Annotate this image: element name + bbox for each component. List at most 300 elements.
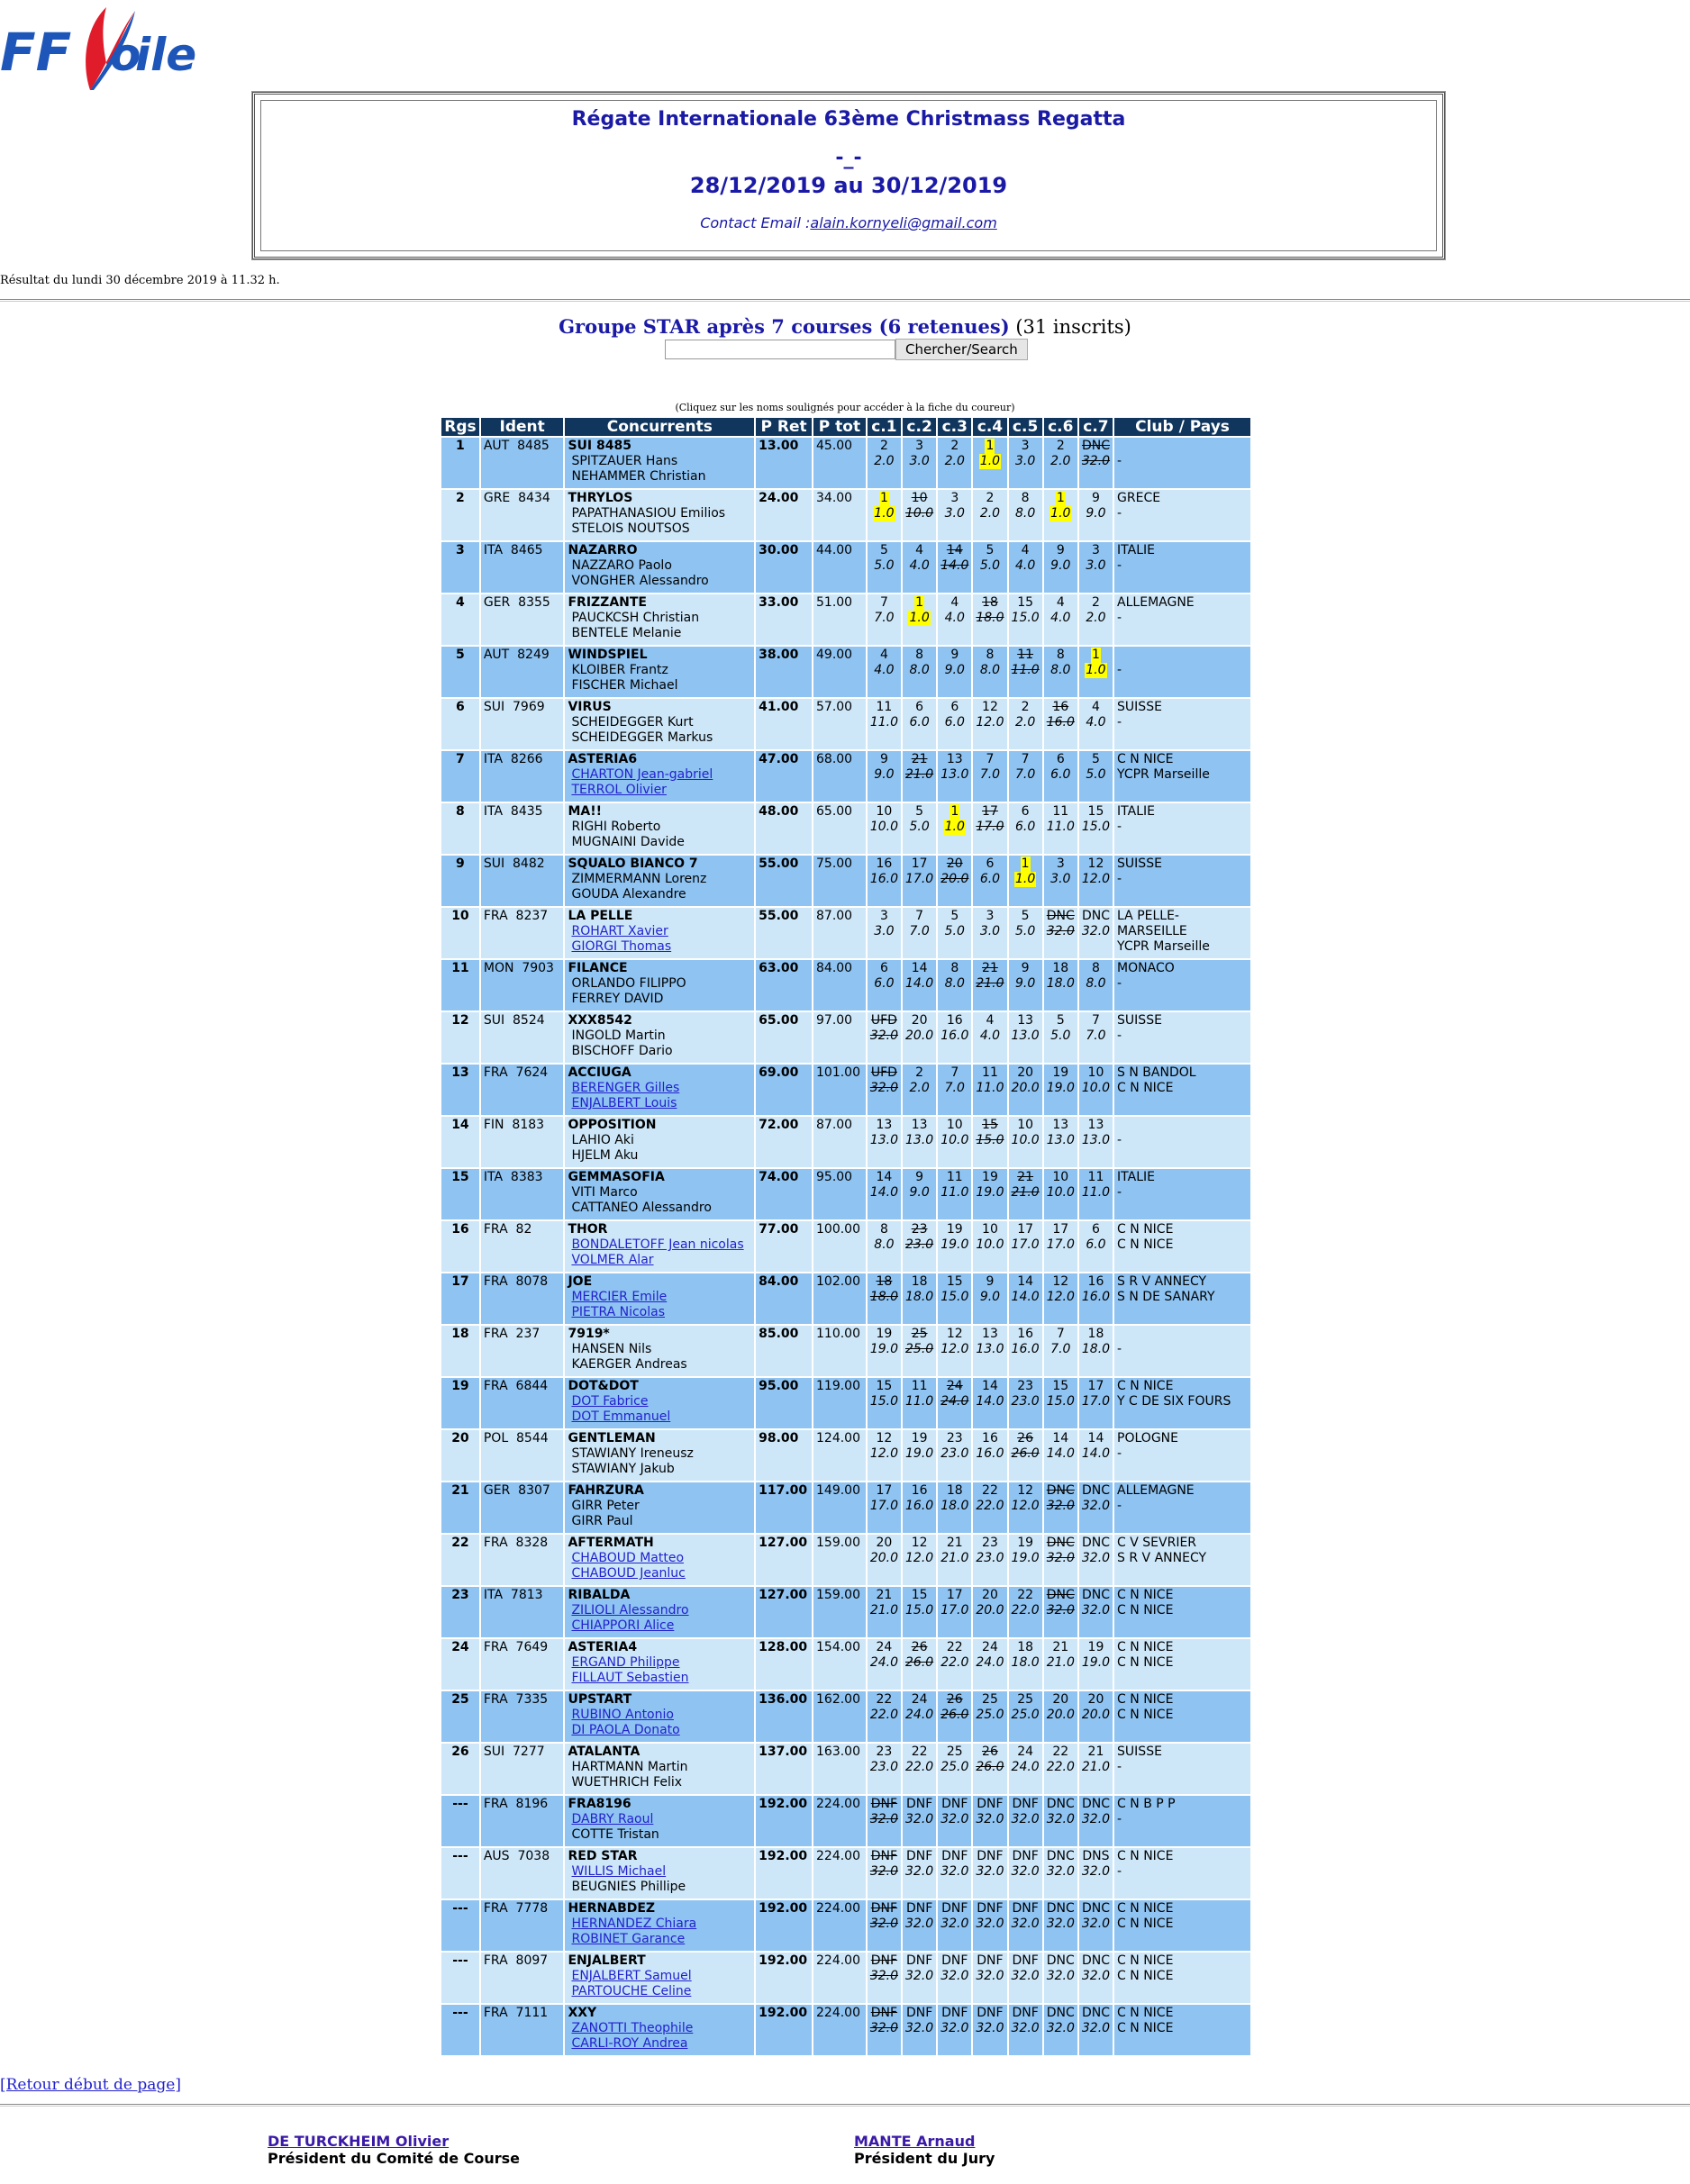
race-points: 32.0 (905, 2021, 934, 2035)
race-points: 32.0 (976, 1917, 1004, 1931)
crew-member-link[interactable]: TERROL Olivier (571, 783, 667, 797)
race-result-cell (1079, 490, 1113, 540)
competitor-cell (565, 1065, 754, 1115)
race-points: 17.0 (905, 872, 934, 886)
race-place: 10 (911, 491, 928, 505)
race-place: 20 (1087, 1692, 1104, 1707)
race-points: 25.0 (905, 1342, 934, 1356)
race-place: 23 (876, 1744, 893, 1759)
race-result-cell (903, 803, 936, 854)
race-result-cell (1044, 1953, 1077, 2003)
race-points: 24.0 (976, 1655, 1004, 1670)
crew-member: VONGHER Alessandro (571, 574, 709, 588)
race-result-cell (973, 1378, 1006, 1428)
crew-member: HARTMANN Martin (571, 1760, 688, 1774)
race-result-cell (1009, 1639, 1042, 1690)
race-result-cell (1009, 438, 1042, 488)
contact-email-link[interactable]: alain.kornyeli@gmail.com (810, 214, 997, 231)
table-row (441, 1744, 1250, 1794)
points-total-cell: 95.00 (813, 1169, 866, 1219)
race-result-cell (1044, 1639, 1077, 1690)
crew-member-link[interactable]: ERGAND Philippe (571, 1655, 680, 1670)
divider-bottom (0, 2104, 1690, 2107)
race-result-cell (938, 1169, 971, 1219)
crew-member-link[interactable]: DABRY Raoul (571, 1812, 654, 1826)
race-points: 13.0 (1081, 1133, 1111, 1147)
column-header-12: Club / Pays (1114, 418, 1250, 436)
race-result-cell (1044, 1691, 1077, 1742)
search-button[interactable]: Chercher/Search (895, 339, 1028, 360)
event-dates: 28/12/2019 au 30/12/2019 (689, 173, 1008, 198)
race-result-cell (1079, 1065, 1113, 1115)
race-place: 20 (911, 1013, 928, 1028)
crew-member (568, 1932, 751, 1947)
club-line: - (1117, 454, 1122, 468)
club-line: C N NICE (1117, 1917, 1174, 1931)
club-line: C N NICE (1117, 1901, 1174, 1916)
crew-member (568, 1969, 751, 1984)
crew-member-link[interactable]: CHIAPPORI Alice (571, 1618, 675, 1633)
race-place: 13 (911, 1118, 928, 1132)
race-result-cell (1044, 856, 1077, 906)
points-retained-cell: 69.00 (756, 1065, 812, 1115)
ident-cell: FRA 7111 (481, 2005, 564, 2055)
crew-member-link[interactable]: ENJALBERT Louis (571, 1096, 677, 1110)
points-total-cell: 101.00 (813, 1065, 866, 1115)
competitor-cell (565, 960, 754, 1010)
club-cell (1114, 1848, 1250, 1899)
club-line: S N BANDOL (1117, 1065, 1196, 1080)
race-points: 4.0 (1086, 715, 1106, 730)
points-total-cell: 224.00 (813, 1953, 866, 2003)
race-result-cell (1009, 699, 1042, 749)
race-points-value: 1.0 (1014, 872, 1036, 886)
race-points: 18.0 (940, 1499, 969, 1513)
club-line: ALLEMAGNE (1117, 595, 1195, 610)
race-result-cell (903, 1482, 936, 1533)
race-place: 1 (986, 439, 995, 453)
boat-name: ACCIUGA (568, 1065, 631, 1080)
crew-member: STAWIANY Jakub (571, 1462, 675, 1476)
race-result-cell (868, 1065, 901, 1115)
crew-member-link[interactable]: MERCIER Emile (571, 1290, 668, 1304)
table-row (441, 1482, 1250, 1533)
points-retained-cell: 65.00 (756, 1012, 812, 1063)
race-place: 17 (1087, 1379, 1104, 1393)
race-place: 24 (1017, 1744, 1034, 1759)
race-place: 8 (950, 961, 959, 975)
race-result-cell (868, 751, 901, 802)
race-points: 32.0 (869, 1812, 899, 1826)
crew-member-link[interactable]: VOLMER Alar (571, 1253, 654, 1267)
ident-cell: AUT 8485 (481, 438, 564, 488)
race-result-cell (1009, 1796, 1042, 1846)
crew-member-link[interactable]: BONDALETOFF Jean nicolas (571, 1237, 744, 1252)
race-points: 11.0 (940, 1185, 969, 1200)
crew-member (568, 1290, 751, 1305)
rank-cell: --- (441, 1796, 479, 1846)
crew-member-link[interactable]: HERNANDEZ Chiara (571, 1917, 697, 1931)
race-points: 20.0 (1081, 1708, 1111, 1722)
race-place: 12 (1087, 856, 1104, 871)
race-place: 14 (911, 961, 928, 975)
race-place: 9 (950, 648, 959, 662)
race-result-cell (903, 699, 936, 749)
ident-cell: FRA 7335 (481, 1691, 564, 1742)
race-result-cell (903, 2005, 936, 2055)
race-result-cell (1009, 490, 1042, 540)
club-cell (1114, 908, 1250, 958)
club-cell (1114, 960, 1250, 1010)
race-place: DNC (1081, 1797, 1110, 1811)
crew-member-link[interactable]: CHARTON Jean-gabriel (571, 767, 713, 782)
race-points: 14.0 (905, 976, 934, 991)
race-points: 21.0 (869, 1603, 899, 1618)
rank-cell: 8 (441, 803, 479, 854)
points-retained-cell: 30.00 (756, 542, 812, 593)
column-header-10: c.6 (1044, 418, 1077, 436)
competitor-cell (565, 803, 754, 854)
race-points: 2.0 (1014, 715, 1036, 730)
race-place: 4 (915, 543, 924, 557)
race-place: 10 (946, 1118, 963, 1132)
ident-cell: GER 8355 (481, 594, 564, 645)
race-result-cell (1009, 803, 1042, 854)
race-result-cell (973, 2005, 1006, 2055)
race-points: 12.0 (940, 1342, 969, 1356)
click-hint: (Cliquez sur les noms soulignés pour accéder à la fiche du coureur) (675, 402, 1015, 413)
rank-cell: 10 (441, 908, 479, 958)
race-place: 11 (1017, 648, 1034, 662)
crew-member: KAERGER Andreas (571, 1357, 687, 1372)
race-result-cell (938, 751, 971, 802)
club-line: - (1117, 663, 1122, 677)
crew-member: NEHAMMER Christian (571, 469, 706, 484)
rank-cell: 17 (441, 1273, 479, 1324)
crew-member-link[interactable]: DOT Emmanuel (571, 1409, 671, 1424)
club-line: - (1117, 872, 1122, 886)
race-points: 15.0 (1011, 611, 1040, 625)
ident-cell: ITA 7813 (481, 1587, 564, 1637)
crew-member-link[interactable]: DOT Fabrice (571, 1394, 649, 1409)
race-place: DNF (1012, 1797, 1039, 1811)
race-place: DNF (1012, 1849, 1039, 1863)
race-points: 9.0 (979, 1290, 1001, 1304)
race-result-cell (973, 1587, 1006, 1637)
race-points: 26.0 (905, 1655, 934, 1670)
svg-text:ile: ile (135, 29, 197, 81)
race-points (940, 820, 968, 835)
race-points: 4.0 (874, 663, 895, 677)
race-result-cell (1009, 542, 1042, 593)
race-place: 16 (1017, 1327, 1034, 1341)
race-points: 32.0 (1046, 2021, 1075, 2035)
race-points: 26.0 (1011, 1446, 1040, 1461)
rank-cell: --- (441, 1953, 479, 2003)
race-place: 14 (982, 1379, 998, 1393)
crew-member-link[interactable]: FILLAUT Sebastien (571, 1671, 689, 1685)
crew-member-link[interactable]: WILLIS Michael (571, 1864, 667, 1879)
race-points: 3.0 (874, 924, 895, 938)
race-place: 26 (946, 1692, 963, 1707)
ident-cell: ITA 8383 (481, 1169, 564, 1219)
club-cell (1114, 1953, 1250, 2003)
column-header-11: c.7 (1079, 418, 1113, 436)
jury-role: Président du Jury (854, 2150, 995, 2167)
ident-cell: SUI 7969 (481, 699, 564, 749)
race-result-cell (938, 1221, 971, 1272)
race-points: 5.0 (1014, 924, 1036, 938)
crew-member: GOUDA Alexandre (571, 887, 686, 902)
race-result-cell (1079, 647, 1113, 697)
race-result-cell (973, 1639, 1006, 1690)
search-input[interactable] (665, 340, 895, 359)
race-place: 1 (950, 804, 959, 819)
competitor-cell (565, 856, 754, 906)
rank-cell: --- (441, 2005, 479, 2055)
boat-name: LA PELLE (568, 909, 633, 923)
race-points: 26.0 (976, 1760, 1004, 1774)
points-retained-cell: 13.00 (756, 438, 812, 488)
crew-member-link[interactable]: CHABOUD Jeanluc (571, 1566, 686, 1581)
race-result-cell (1009, 908, 1042, 958)
crew-member-link[interactable]: RUBINO Antonio (571, 1708, 674, 1722)
points-retained-cell: 136.00 (756, 1691, 812, 1742)
race-result-cell (973, 1953, 1006, 2003)
ident-cell: POL 8544 (481, 1430, 564, 1481)
crew-member: FISCHER Michael (571, 678, 678, 693)
rank-cell: 15 (441, 1169, 479, 1219)
points-total-cell: 224.00 (813, 1848, 866, 1899)
crew-member-link[interactable]: CHABOUD Matteo (571, 1551, 685, 1565)
race-place: 10 (982, 1222, 998, 1237)
race-points (976, 454, 1004, 469)
race-place: 13 (982, 1327, 998, 1341)
race-place: 18 (911, 1274, 928, 1289)
race-points: 32.0 (869, 1969, 899, 1983)
crew-member-link[interactable]: ROHART Xavier (571, 924, 668, 938)
club-line: SUISSE (1117, 1744, 1162, 1759)
race-place: DNC (1081, 1588, 1110, 1602)
race-result-cell (938, 438, 971, 488)
club-line: C N NICE (1117, 1708, 1174, 1722)
signature-race-committee (268, 2133, 520, 2167)
race-points: 4.0 (909, 558, 930, 573)
race-place: 5 (879, 543, 888, 557)
crew-member-link[interactable]: ZANOTTI Theophile (571, 2021, 694, 2035)
table-row (441, 490, 1250, 540)
race-place: 26 (911, 1640, 928, 1654)
crew-member (568, 1618, 751, 1634)
race-result-cell (973, 1169, 1006, 1219)
race-place: DNC (1046, 1797, 1075, 1811)
crew-member-link[interactable]: ZILIOLI Alessandro (571, 1603, 689, 1618)
race-points: 32.0 (1011, 1917, 1040, 1931)
race-place: 26 (982, 1744, 998, 1759)
points-total-cell: 97.00 (813, 1012, 866, 1063)
club-cell (1114, 1012, 1250, 1063)
race-result-cell (1079, 699, 1113, 749)
race-points-value: 1.0 (979, 454, 1001, 468)
race-result-cell (903, 1953, 936, 2003)
ident-cell: FRA 8196 (481, 1796, 564, 1846)
race-place: 1 (879, 491, 888, 505)
race-result-cell (1044, 1900, 1077, 1951)
crew-member-link[interactable]: PARTOUCHE Celine (571, 1984, 692, 1998)
points-retained-cell: 117.00 (756, 1482, 812, 1533)
crew-member-link[interactable]: PIETRA Nicolas (571, 1305, 666, 1319)
race-result-cell (1079, 751, 1113, 802)
table-row (441, 1691, 1250, 1742)
race-points: 13.0 (1011, 1029, 1040, 1043)
race-points: 14.0 (1081, 1446, 1111, 1461)
club-line: - (1117, 558, 1122, 573)
race-place: 6 (950, 700, 959, 714)
table-row (441, 1900, 1250, 1951)
crew-member: BEUGNIES Phillipe (571, 1880, 686, 1894)
ident-cell: AUS 7038 (481, 1848, 564, 1899)
ident-cell: FIN 8183 (481, 1117, 564, 1167)
race-points: 32.0 (905, 1969, 934, 1983)
race-result-cell (1079, 1273, 1113, 1324)
race-result-cell (868, 1587, 901, 1637)
crew-member-link[interactable]: DI PAOLA Donato (571, 1723, 680, 1737)
points-total-cell: 44.00 (813, 542, 866, 593)
race-points: 16.0 (1081, 1290, 1111, 1304)
race-place: 11 (876, 700, 893, 714)
race-place: 9 (986, 1274, 995, 1289)
crew-member-link[interactable]: GIORGI Thomas (571, 939, 672, 954)
club-line: - (1117, 506, 1122, 521)
points-retained-cell: 74.00 (756, 1169, 812, 1219)
race-points: 14.0 (940, 558, 969, 573)
points-retained-cell: 192.00 (756, 1900, 812, 1951)
race-place: 8 (915, 648, 924, 662)
race-result-cell (973, 1900, 1006, 1951)
race-place: 4 (950, 595, 959, 610)
competitor-cell (565, 1430, 754, 1481)
race-result-cell (1044, 751, 1077, 802)
race-points: 18.0 (976, 611, 1004, 625)
race-result-cell (973, 751, 1006, 802)
crew-member: LAHIO Aki (571, 1133, 634, 1147)
race-place: 4 (986, 1013, 995, 1028)
rank-cell: 12 (441, 1012, 479, 1063)
crew-member: STELOIS NOUTSOS (571, 521, 690, 536)
column-header-8: c.4 (973, 418, 1006, 436)
race-points: 4.0 (1050, 611, 1071, 625)
points-retained-cell: 95.00 (756, 1378, 812, 1428)
svg-text:FF: FF (0, 22, 72, 83)
race-place: 6 (915, 700, 924, 714)
points-total-cell: 162.00 (813, 1691, 866, 1742)
race-points: 32.0 (1081, 1499, 1111, 1513)
race-result-cell (1079, 1796, 1113, 1846)
race-place: DNF (941, 1953, 968, 1968)
race-points (1012, 872, 1040, 887)
race-result-cell (938, 1796, 971, 1846)
column-header-2: Concurrents (565, 418, 754, 436)
rank-cell: 19 (441, 1378, 479, 1428)
race-place: 25 (1017, 1692, 1034, 1707)
race-place: 9 (879, 752, 888, 766)
race-points: 32.0 (869, 1917, 899, 1931)
table-row (441, 1848, 1250, 1899)
race-result-cell (973, 1065, 1006, 1115)
back-to-top-link[interactable]: [Retour début de page] (0, 2076, 181, 2094)
race-place: 12 (876, 1431, 893, 1445)
race-points: 23.0 (940, 1446, 969, 1461)
ident-cell: SUI 8524 (481, 1012, 564, 1063)
race-points: 3.0 (1086, 558, 1106, 573)
race-place: DNF (870, 1797, 898, 1811)
jury-president-link[interactable]: MANTE Arnaud (854, 2133, 976, 2150)
boat-name: SQUALO BIANCO 7 (568, 856, 698, 871)
points-total-cell: 87.00 (813, 1117, 866, 1167)
club-line: ITALIE (1117, 804, 1155, 819)
race-committee-president-link[interactable]: DE TURCKHEIM Olivier (268, 2133, 450, 2150)
rank-cell: 22 (441, 1535, 479, 1585)
race-points: 32.0 (1081, 1969, 1111, 1983)
race-result-cell (1009, 2005, 1042, 2055)
club-line: S R V ANNECY (1117, 1274, 1207, 1289)
crew-member-link[interactable]: ROBINET Garance (571, 1932, 686, 1946)
crew-member-link[interactable]: BERENGER Gilles (571, 1081, 680, 1095)
ident-cell: ITA 8435 (481, 803, 564, 854)
race-points: 11.0 (1046, 820, 1075, 834)
race-place: 16 (982, 1431, 998, 1445)
svg-text:o: o (110, 29, 141, 81)
crew-member: FERREY DAVID (571, 992, 664, 1006)
race-points: 32.0 (1081, 1551, 1111, 1565)
race-points: 9.0 (909, 1185, 930, 1200)
competitor-cell (565, 1535, 754, 1585)
race-place: 22 (911, 1744, 928, 1759)
contact-label: Contact Email : (700, 214, 811, 231)
race-place: 6 (1092, 1222, 1100, 1237)
race-points: 9.0 (1014, 976, 1036, 991)
race-result-cell (973, 490, 1006, 540)
crew-member-link[interactable]: CARLI-ROY Andrea (571, 2036, 688, 2051)
race-result-cell (1044, 1169, 1077, 1219)
race-points: 32.0 (1081, 1864, 1111, 1879)
table-row (441, 594, 1250, 645)
table-row (441, 1535, 1250, 1585)
group-title (0, 315, 1690, 338)
crew-member-link[interactable]: ENJALBERT Samuel (571, 1969, 692, 1983)
competitor-cell (565, 1012, 754, 1063)
race-result-cell (868, 1221, 901, 1272)
race-result-cell (1009, 1378, 1042, 1428)
ffvoile-logo (0, 0, 234, 95)
points-retained-cell: 38.00 (756, 647, 812, 697)
crew-member (568, 1081, 751, 1096)
table-row (441, 960, 1250, 1010)
race-place: 5 (950, 909, 959, 923)
race-result-cell (868, 438, 901, 488)
race-result-cell (1079, 1848, 1113, 1899)
boat-name: JOE (568, 1274, 593, 1289)
race-place: DNC (1046, 909, 1075, 923)
race-result-cell (938, 594, 971, 645)
competitor-cell (565, 1691, 754, 1742)
race-points: 19.0 (1011, 1551, 1040, 1565)
race-place: DNF (977, 1953, 1004, 1968)
race-place: DNC (1046, 2006, 1075, 2020)
crew-member: HJELM Aku (571, 1148, 639, 1163)
points-total-cell: 119.00 (813, 1378, 866, 1428)
race-points: 32.0 (1081, 2021, 1111, 2035)
